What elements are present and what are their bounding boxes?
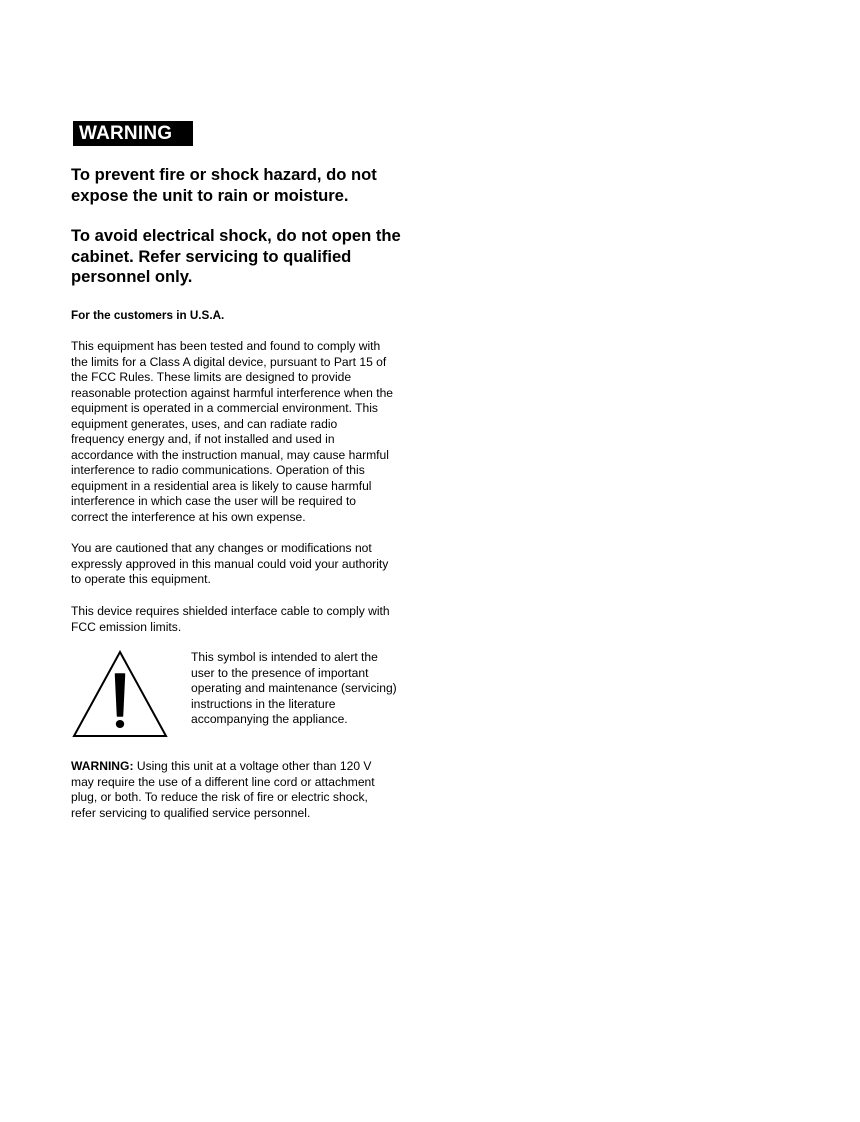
paragraph-line <box>71 759 416 775</box>
customers-usa-heading: For the customers in U.S.A. <box>71 309 225 322</box>
heading-line: cabinet. Refer servicing to qualified <box>71 246 352 266</box>
paragraph-line: This equipment has been tested and found to comply with <box>71 339 381 353</box>
paragraph-line: operating and maintenance (servicing) <box>191 681 397 695</box>
paragraph-line: accordance with the instruction manual, may cause harmful <box>71 447 389 462</box>
paragraph-line: This symbol is intended to alert the <box>191 650 378 664</box>
paragraph-line: instructions in the literature <box>191 696 336 711</box>
paragraph-line: user to the presence of important <box>191 665 369 680</box>
heading-line: To avoid electrical shock, do not open the <box>71 226 401 245</box>
heading-line: personnel only. <box>71 267 193 286</box>
shielded-cable-paragraph <box>71 604 416 635</box>
paragraph-line: You are cautioned that any changes or modifications not <box>71 541 372 555</box>
paragraph-line: equipment generates, uses, and can radiate radio <box>71 416 338 431</box>
warning-banner <box>73 121 193 146</box>
fcc-compliance-paragraph <box>71 339 416 525</box>
paragraph-line: refer servicing to qualified service personnel. <box>71 805 311 820</box>
paragraph-line: interference in which case the user will be required to <box>71 494 357 508</box>
modification-caution-paragraph <box>71 541 416 588</box>
voltage-warning-text: Using this unit at a voltage other than 120 V <box>133 759 372 773</box>
paragraph-line: expressly approved in this manual could void your authority <box>71 556 389 571</box>
voltage-warning-label: WARNING: <box>71 759 134 773</box>
voltage-warning-paragraph <box>71 759 416 821</box>
paragraph-line: equipment is operated in a commercial environment. This <box>71 401 378 415</box>
symbol-description <box>191 650 416 728</box>
paragraph-line: This device requires shielded interface cable to comply with <box>71 604 390 618</box>
electrical-shock-heading <box>71 226 416 288</box>
paragraph-line: reasonable protection against harmful interference when the <box>71 385 394 400</box>
paragraph-line: accompanying the appliance. <box>191 712 348 726</box>
paragraph-line: interference to radio communications. Operation of this <box>71 463 365 477</box>
heading-line: To prevent fire or shock hazard, do not <box>71 165 377 184</box>
paragraph-line: frequency energy and, if not installed and used in <box>71 432 335 446</box>
paragraph-line: to operate this equipment. <box>71 572 211 586</box>
exclamation-triangle-icon <box>72 650 168 738</box>
fire-hazard-heading <box>71 165 416 206</box>
heading-line: expose the unit to rain or moisture. <box>71 185 349 205</box>
paragraph-line: the FCC Rules. These limits are designed to provide <box>71 370 352 384</box>
paragraph-line: FCC emission limits. <box>71 619 182 634</box>
paragraph-line: correct the interference at his own expense. <box>71 509 306 524</box>
paragraph-line: equipment in a residential area is likely to cause harmful <box>71 478 372 493</box>
paragraph-line: may require the use of a different line cord or attachment <box>71 774 375 789</box>
paragraph-line: the limits for a Class A digital device, pursuant to Part 15 of <box>71 354 387 369</box>
warning-banner-label: WARNING <box>79 123 173 144</box>
paragraph-line: plug, or both. To reduce the risk of fire or electric shock, <box>71 790 368 804</box>
